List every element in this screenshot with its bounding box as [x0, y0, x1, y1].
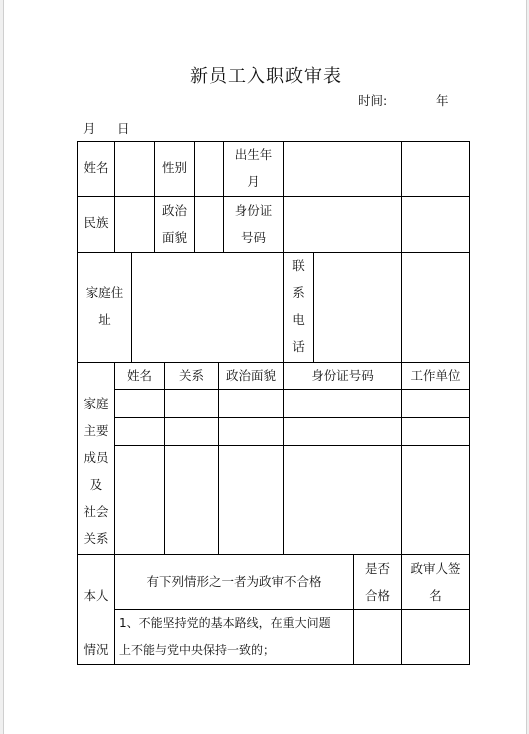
- birth-label-line1: 出生年: [234, 147, 273, 162]
- criteria-item-1-line2: 上不能与党中央保持一致的；: [119, 643, 276, 657]
- family-label-line5: 社会: [83, 504, 109, 519]
- idcard-label-line2: 号码: [240, 230, 266, 245]
- address-label-line2: 址: [98, 312, 111, 327]
- qualified-label-line1: 是否: [364, 561, 390, 576]
- family-label-line4: 及: [89, 477, 103, 492]
- family-header-political: 政治面貌: [225, 368, 276, 383]
- qualified-label-line2: 合格: [364, 588, 390, 603]
- month-label: 月: [83, 121, 96, 136]
- family-header-name: 姓名: [126, 368, 152, 383]
- name-label: 姓名: [83, 160, 109, 175]
- day-label: 日: [117, 121, 130, 136]
- address-label-line1: 家庭住: [85, 285, 124, 300]
- document-page: [3, 0, 527, 734]
- family-label-line6: 关系: [83, 531, 109, 546]
- phone-label-char1: 联: [292, 258, 305, 273]
- self-label: 本人: [83, 588, 109, 603]
- year-label: 年: [436, 93, 449, 108]
- family-label-line1: 家庭: [83, 396, 109, 411]
- reviewer-label-line1: 政审人签: [410, 561, 461, 576]
- phone-label-char2: 系: [292, 285, 305, 300]
- reviewer-label-line2: 名: [429, 588, 442, 603]
- political-label-line2: 面貌: [161, 230, 187, 245]
- gender-label: 性别: [161, 160, 187, 175]
- birth-label-line2: 月: [247, 174, 260, 189]
- family-header-idcard: 身份证号码: [311, 368, 374, 383]
- family-label-line2: 主要: [83, 423, 109, 438]
- phone-label-char3: 电: [292, 312, 305, 327]
- family-label-line3: 成员: [83, 450, 109, 465]
- idcard-label-line1: 身份证: [234, 203, 273, 218]
- page-title: 新员工入职政审表: [190, 66, 342, 87]
- phone-label-char4: 话: [292, 339, 305, 354]
- review-criteria-header: 有下列情形之一者为政审不合格: [146, 574, 322, 589]
- family-header-workplace: 工作单位: [410, 368, 461, 383]
- time-label: 时间:: [358, 93, 388, 108]
- ethnicity-label: 民族: [83, 215, 109, 230]
- criteria-item-1-line1: 1、不能坚持党的基本路线，在重大问题: [119, 616, 331, 630]
- situation-label: 情况: [83, 642, 109, 657]
- political-label-line1: 政治: [161, 203, 187, 218]
- family-header-relation: 关系: [178, 368, 204, 383]
